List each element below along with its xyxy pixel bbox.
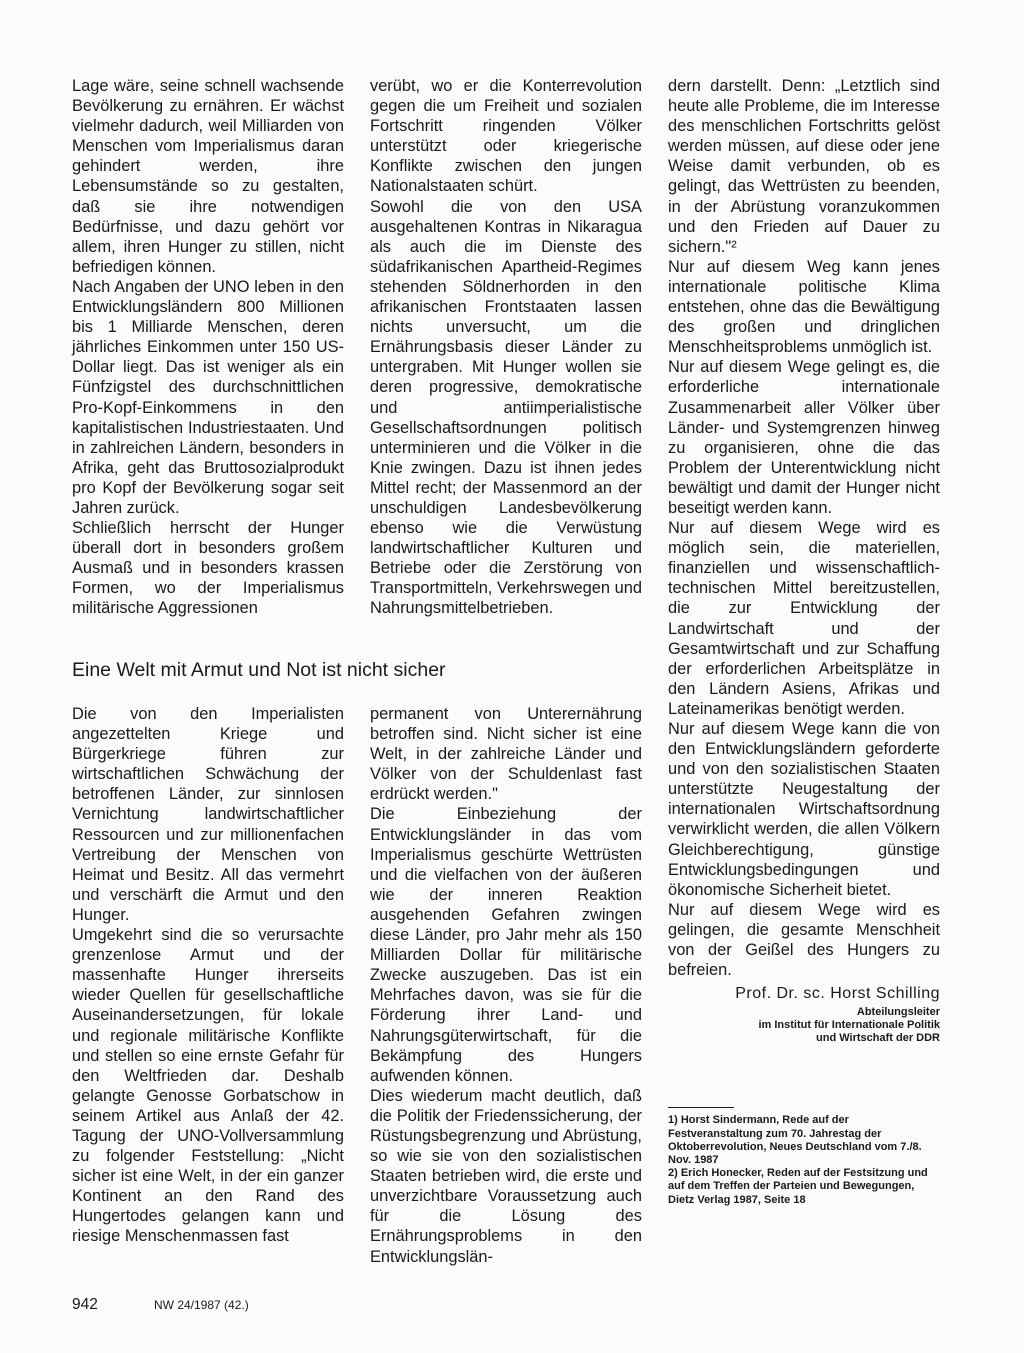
- author-affiliation: [668, 1006, 940, 1045]
- affiliation-line: und Wirtschaft der DDR: [816, 1032, 940, 1045]
- affiliation-line: im Institut für Internationale Politik: [758, 1019, 940, 1032]
- paragraph: permanent von Unterernährung betroffen sind. Nicht sicher ist eine Welt, in der zahlreiche Länder und Völker von der Schuldenlast fast erdrückt werden.": [370, 705, 642, 804]
- footnote: 1) Horst Sindermann, Rede auf der Festveranstaltung zum 70. Jahrestag der Oktoberrevolution, Neues Deutschland vom 7./8. Nov. 1987: [668, 1114, 922, 1166]
- paragraph: Nur auf diesem Weg kann jenes internationale politische Klima entstehen, ohne das die Bewältigung des großen und dringlichen Menschheitsproblems unmöglich ist.: [668, 257, 940, 357]
- section-heading: Eine Welt mit Armut und Not ist nicht sicher: [72, 659, 446, 681]
- issue-label: NW 24/1987 (42.): [154, 1298, 249, 1312]
- column-1-top: [72, 76, 344, 619]
- column-2-bottom: [370, 704, 642, 1267]
- affiliation-line: Abteilungsleiter: [856, 1006, 940, 1019]
- paragraph: dern darstellt. Denn: „Letztlich sind heute alle Probleme, die im Interesse des menschlichen Fortschritts gelöst werden müssen, auf diese oder jene Weise damit verbunden, ob es gelingt, das Wettrüsten zu beenden, in der Abrüstung voranzukommen und den Frieden auf Dauer zu sichern."²: [668, 77, 940, 256]
- footnote-divider: [668, 1107, 734, 1108]
- column-2-top: [370, 76, 642, 619]
- paragraph: Nur auf diesem Wege wird es gelingen, die gesamte Menschheit von der Geißel des Hungers zu befreien.: [668, 900, 940, 980]
- paragraph: Die Einbeziehung der Entwicklungsländer in das vom Imperialismus geschürte Wettrüsten und die vielfachen von der äußeren wie der inneren Reaktion ausgehenden Gefahren zwingen diese Länder, pro Jahr mehr als 150 Milliarden Dollar für militärische Zwecke auszugeben. Das ist ein Mehrfaches davon, was sie für die Förderung ihrer Land- und Nahrungsgüterwirtschaft, für die Bekämpfung des Hungers aufwenden können.: [370, 805, 642, 1085]
- paragraph: Nur auf diesem Wege gelingt es, die erforderliche internationale Zusammenarbeit aller Völker über Länder- und Systemgrenzen hinweg zu organisieren, ohne die das Problem der Unterentwicklung nicht bewältigt und damit der Hunger nicht beseitigt werden kann.: [668, 358, 940, 517]
- paragraph: Sowohl die von den USA ausgehaltenen Kontras in Nikaragua als auch die im Dienste des südafrikanischen Apartheid-Regimes stehenden Söldnerhorden in den afrikanischen Frontstaaten lassen nichts unversucht, um die Ernährungsbasis dieser Länder zu untergraben. Mit Hunger wollen sie deren progressive, demokratische und antiimperialistische Gesellschaftsordnungen politisch unterminieren und die Völker in die Knie zwingen. Dazu ist ihnen jedes Mittel recht; der Massenmord an der unschuldigen Landesbevölkerung ebenso wie die Verwüstung landwirtschaftlicher Kulturen und Betriebe oder die Zerstörung von Transportmitteln, Verkehrswegen und Nahrungsmittelbetrieben.: [370, 197, 642, 618]
- column-3: [668, 76, 940, 1207]
- paragraph: Nach Angaben der UNO leben in den Entwicklungsländern 800 Millionen bis 1 Milliarde Menschen, deren jährliches Einkommen unter 150 US-Dollar liegt. Das ist weniger als ein Fünfzigstel des durchschnittlichen Pro-Kopf-Einkommens in den kapitalistischen Industriestaaten. Und in zahlreichen Ländern, besonders in Afrika, geht das Bruttosozialprodukt pro Kopf der Bevölkerung sogar seit Jahren zurück.: [72, 277, 344, 517]
- column-1-bottom: [72, 704, 344, 1247]
- page-number: 942: [72, 1296, 98, 1313]
- paragraph: Dies wiederum macht deutlich, daß die Politik der Friedenssicherung, der Rüstungsbegrenzung und Abrüstung, so wie sie von den sozialistischen Staaten betrieben wird, die erste und unverzichtbare Voraussetzung auch für die Lösung des Ernährungsproblems in den Entwicklungslän-: [370, 1086, 642, 1266]
- paragraph: Umgekehrt sind die so verursachte grenzenlose Armut und der massenhafte Hunger ihrerseits wieder Quellen für gesellschaftliche Auseinandersetzungen, für lokale und regionale militärische Konflikte und stellen so eine ernste Gefahr für den Weltfrieden dar. Deshalb gelangte Genosse Gorbatschow in seinem Artikel aus Anlaß der 42. Tagung der UNO-Vollversammlung zu folgender Feststellung: „Nicht sicher ist eine Welt, in der ein ganzer Kontinent an den Rand des Hungertodes gelangen kann und riesige Menschenmassen fast: [72, 926, 344, 1246]
- paragraph: Nur auf diesem Wege kann die von den Entwicklungsländern geforderte und von den sozialistischen Staaten unterstützte Neugestaltung der internationalen Wirtschaftsordnung verwirklicht werden, die allen Völkern Gleichberechtigung, günstige Entwicklungsbedingungen und ökonomische Sicherheit bietet.: [668, 720, 940, 899]
- footnote: 2) Erich Honecker, Reden auf der Festsitzung und auf dem Treffen der Parteien und Bewegungen, Dietz Verlag 1987, Seite 18: [668, 1167, 928, 1206]
- paragraph: Schließlich herrscht der Hunger überall dort in besonders großem Ausmaß und in besonders krassen Formen, wo der Imperialismus militärische Aggressionen: [72, 519, 344, 618]
- paragraph: Die von den Imperialisten angezettelten Kriege und Bürgerkriege führen zur wirtschaftlichen Schwächung der betroffenen Länder, zur sinnlosen Vernichtung landwirtschaftlicher Ressourcen und zur millionenfachen Vertreibung der Menschen von Heimat und Besitz. All das vermehrt und verschärft die Armut und den Hunger.: [72, 705, 344, 924]
- footnotes: [668, 1114, 940, 1206]
- paragraph: verübt, wo er die Konterrevolution gegen die um Freiheit und sozialen Fortschritt ringenden Völker unterstützt oder kriegerische Konflikte zwischen den jungen Nationalstaaten schürt.: [370, 77, 642, 196]
- paragraph: Lage wäre, seine schnell wachsende Bevölkerung zu ernähren. Er wächst vielmehr dadurch, weil Milliarden von Menschen vom Imperialismus daran gehindert werden, ihre Lebensumstände so zu gestalten, daß sie ihre notwendigen Bedürfnisse, und dazu gehört vor allem, ihren Hunger zu stillen, nicht befriedigen können.: [72, 77, 344, 276]
- author-name: Prof. Dr. sc. Horst Schilling: [735, 985, 940, 1003]
- paragraph: Nur auf diesem Wege wird es möglich sein, die materiellen, finanziellen und wissenschaftlich-technischen Mittel bereitzustellen, die zur Entwicklung der Landwirtschaft und der Gesamtwirtschaft und zur Schaffung der erforderlichen Arbeitsplätze in den Ländern Asiens, Afrikas und Lateinamerikas benötigt werden.: [668, 519, 940, 718]
